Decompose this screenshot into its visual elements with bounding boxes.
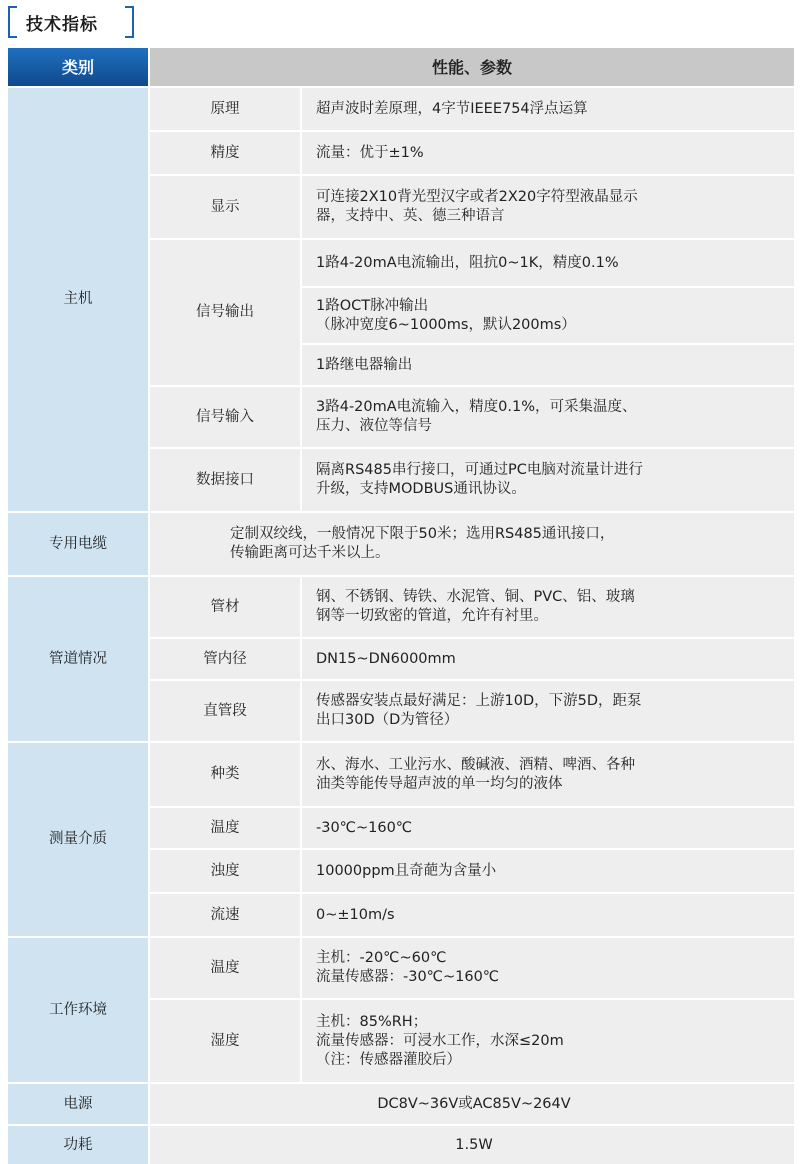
row-value-pipe-diameter: DN15~DN6000mm — [302, 639, 794, 679]
row-label-principle: 原理 — [150, 88, 300, 130]
category-cable: 专用电缆 — [8, 513, 148, 575]
row-label-accuracy: 精度 — [150, 132, 300, 174]
right-bracket — [125, 6, 134, 38]
category-main-unit: 主机 — [8, 88, 148, 511]
section-title-box — [8, 6, 134, 36]
row-value-signal-input: 3路4-20mA电流输入，精度0.1%，可采集温度、 压力、液位等信号 — [302, 387, 794, 447]
row-value-accuracy: 流量：优于±1% — [302, 132, 794, 174]
left-bracket — [8, 6, 17, 38]
category-medium: 测量介质 — [8, 743, 148, 936]
row-label-straight-pipe: 直管段 — [150, 681, 300, 741]
row-value-medium-type: 水、海水、工业污水、酸碱液、酒精、啤酒、各种 油类等能传导超声波的单一均匀的液体 — [302, 743, 794, 806]
row-value-consumption: 1.5W — [150, 1126, 794, 1164]
category-power: 电源 — [8, 1084, 148, 1124]
category-environment: 工作环境 — [8, 938, 148, 1082]
row-label-velocity: 流速 — [150, 894, 300, 936]
row-value-principle: 超声波时差原理，4字节IEEE754浮点运算 — [302, 88, 794, 130]
spec-table — [8, 48, 790, 1153]
category-pipe: 管道情况 — [8, 577, 148, 741]
row-label-env-temperature: 温度 — [150, 938, 300, 998]
row-value-pipe-material: 钢、不锈钢、铸铁、水泥管、铜、PVC、铝、玻璃 钢等一切致密的管道，允许有衬里。 — [302, 577, 794, 637]
row-value-straight-pipe: 传感器安装点最好满足：上游10D，下游5D，距泵 出口30D（D为管径） — [302, 681, 794, 741]
row-value-display: 可连接2X10背光型汉字或者2X20字符型液晶显示 器，支持中、英、德三种语言 — [302, 176, 794, 238]
row-value-medium-temperature: -30℃~160℃ — [302, 808, 794, 848]
row-label-signal-input: 信号输入 — [150, 387, 300, 447]
row-label-pipe-material: 管材 — [150, 577, 300, 637]
row-value-env-temperature: 主机：-20℃~60℃ 流量传感器：-30℃~160℃ — [302, 938, 794, 998]
row-value-current-output: 1路4-20mA电流输出，阻抗0~1K，精度0.1% — [302, 240, 794, 286]
row-value-power: DC8V~36V或AC85V~264V — [150, 1084, 794, 1124]
row-value-velocity: 0~±10m/s — [302, 894, 794, 936]
row-value-data-interface: 隔离RS485串行接口，可通过PC电脑对流量计进行 升级，支持MODBUS通讯协议。 — [302, 449, 794, 511]
row-value-env-humidity: 主机：85%RH； 流量传感器：可浸水工作，水深≤20m （注：传感器灌胶后） — [302, 1000, 794, 1082]
row-label-medium-type: 种类 — [150, 743, 300, 806]
category-consumption: 功耗 — [8, 1126, 148, 1164]
row-label-signal-output: 信号输出 — [150, 240, 300, 385]
row-label-display: 显示 — [150, 176, 300, 238]
row-value-turbidity: 10000ppm且奇葩为含量小 — [302, 850, 794, 892]
section-title: 技术指标 — [26, 15, 98, 35]
row-value-relay-output: 1路继电器输出 — [302, 345, 794, 385]
row-label-pipe-diameter: 管内径 — [150, 639, 300, 679]
row-label-env-humidity: 湿度 — [150, 1000, 300, 1082]
row-value-pulse-output: 1路OCT脉冲输出 （脉冲宽度6~1000ms，默认200ms） — [302, 288, 794, 343]
row-value-cable: 定制双绞线，一般情况下限于50米；选用RS485通讯接口， 传输距离可达千米以上。 — [150, 513, 794, 575]
row-label-data-interface: 数据接口 — [150, 449, 300, 511]
header-category: 类别 — [8, 48, 148, 86]
row-label-medium-temperature: 温度 — [150, 808, 300, 848]
header-performance: 性能、参数 — [150, 48, 794, 86]
row-label-turbidity: 浊度 — [150, 850, 300, 892]
